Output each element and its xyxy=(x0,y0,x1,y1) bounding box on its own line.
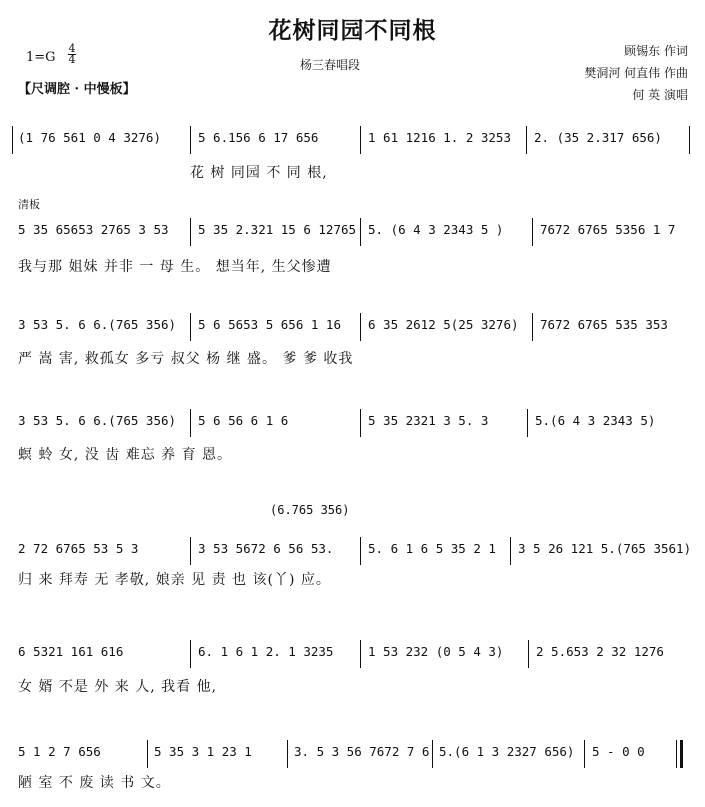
staff-row-4 xyxy=(12,409,692,439)
measure: 3 53 5. 6 6.(765 356) xyxy=(18,413,177,428)
staff-row-3 xyxy=(12,313,692,343)
parenthetical-notes: (6.765 356) xyxy=(270,503,350,517)
measure: (1 76 561 0 4 3276) xyxy=(18,130,161,145)
measure: 7672 6765 5356 1 7 xyxy=(540,222,676,237)
lyric-row-4: 螟 蛉 女, 没 齿 难忘 养 育 恩。 xyxy=(18,447,233,463)
measure: 5 35 3 1 23 1 xyxy=(154,744,252,759)
credit-lyricist: 顾锡东 作词 xyxy=(624,44,688,58)
qingban-marker: 清板 xyxy=(18,198,40,211)
lyric-row-3: 严 嵩 害, 救孤女 多亏 叔父 杨 继 盛。 爹 爹 收我 xyxy=(18,351,354,367)
measure: 5 35 2.321 15 6 12765 xyxy=(198,222,357,237)
credit-performer: 何 英 演唱 xyxy=(632,88,688,102)
staff-row-2 xyxy=(12,218,692,248)
measure: 5 - 0 0 xyxy=(592,744,645,759)
measure: 5 1 2 7 656 xyxy=(18,744,101,759)
measure: 5.(6 1 3 2327 656) xyxy=(439,744,575,759)
staff-row-5 xyxy=(12,537,692,567)
measure: 5 6 56 6 1 6 xyxy=(198,413,289,428)
lyric-row-2: 我与那 姐妹 并非 一 母 生。 想当年, 生父惨遭 xyxy=(18,259,332,275)
tempo-marking: 【尺调腔 · 中慢板】 xyxy=(18,82,136,97)
key-signature: 1=G xyxy=(26,50,56,65)
measure: 6 5321 161 616 xyxy=(18,644,124,659)
measure: 3. 5 3 56 7672 7 6 xyxy=(294,744,430,759)
measure: 1 53 232 (0 5 4 3) xyxy=(368,644,504,659)
lyric-row-5: 归 来 拜寿 无 孝敬, 娘亲 见 责 也 该(丫) 应。 xyxy=(18,572,331,588)
measure: 2 5.653 2 32 1276 xyxy=(536,644,664,659)
measure: 3 5 26 121 5.(765 3561) xyxy=(518,541,692,556)
measure: 2 72 6765 53 5 3 xyxy=(18,541,139,556)
measure: 5. (6 4 3 2343 5 ) xyxy=(368,222,504,237)
staff-row-6 xyxy=(12,640,692,670)
song-subtitle: 杨三春唱段 xyxy=(300,58,361,72)
time-signature-top: 4 xyxy=(68,42,76,55)
measure: 7672 6765 535 353 xyxy=(540,317,668,332)
song-title: 花树同园不同根 xyxy=(268,17,437,44)
measure: 6 35 2612 5(25 3276) xyxy=(368,317,519,332)
lyric-row-7: 陋 室 不 废 读 书 文。 xyxy=(18,775,171,791)
measure: 6. 1 6 1 2. 1 3235 xyxy=(198,644,334,659)
time-signature xyxy=(68,44,76,65)
measure: 5 35 2321 3 5. 3 xyxy=(368,413,489,428)
measure: 5 6.156 6 17 656 xyxy=(198,130,319,145)
staff-row-1 xyxy=(12,126,692,156)
staff-row-7 xyxy=(12,740,692,770)
measure: 5. 6 1 6 5 35 2 1 xyxy=(368,541,496,556)
measure: 3 53 5672 6 56 53. xyxy=(198,541,334,556)
lyric-row-1: 花 树 同园 不 同 根, xyxy=(190,165,328,181)
measure: 3 53 5. 6 6.(765 356) xyxy=(18,317,177,332)
measure: 5.(6 4 3 2343 5) xyxy=(535,413,656,428)
time-signature-bottom: 4 xyxy=(68,53,76,66)
measure: 2. (35 2.317 656) xyxy=(534,130,662,145)
measure: 1 61 1216 1. 2 3253 xyxy=(368,130,511,145)
measure: 5 35 65653 2765 3 53 xyxy=(18,222,169,237)
lyric-row-6: 女 婿 不是 外 来 人, 我看 他, xyxy=(18,679,218,695)
credits xyxy=(556,40,688,106)
measure: 5 6 5653 5 656 1 16 xyxy=(198,317,341,332)
credit-composer: 樊洞河 何直伟 作曲 xyxy=(584,66,688,80)
